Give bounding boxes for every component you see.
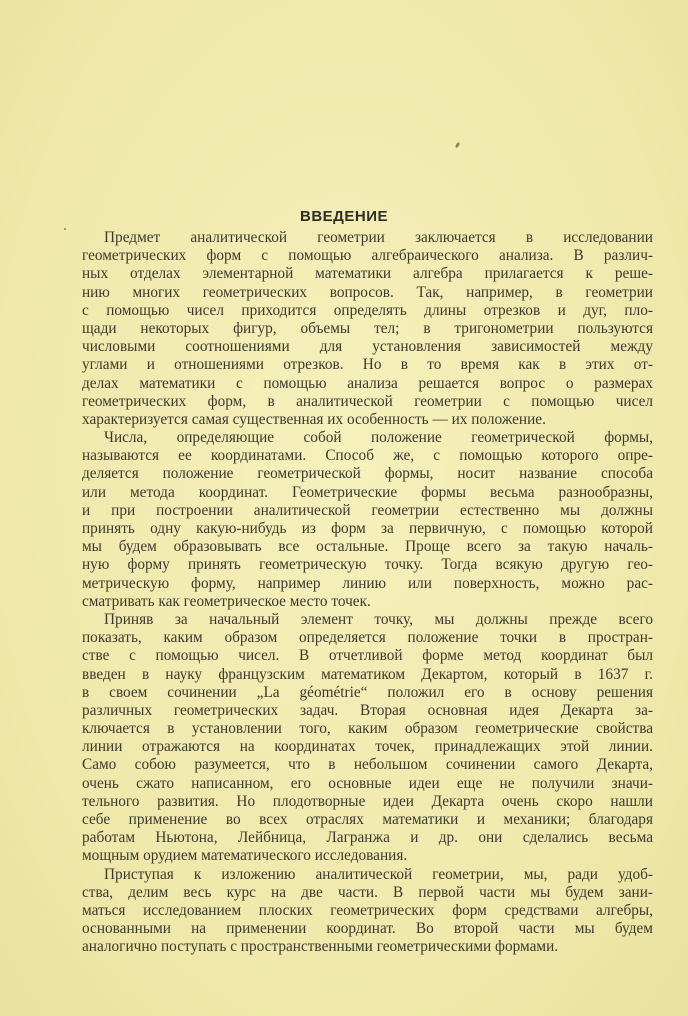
paragraph-line: аналогично поступать с пространственными геометрическими формами. — [82, 938, 559, 956]
paragraph-line: различных геометрических задач. Вторая основная идея Декарта за- — [82, 701, 653, 719]
paragraph-line: или метода координат. Геометрические формы весьма разнообразны, — [82, 483, 653, 501]
paragraph-line: Числа, определяющие собой положение геометрической формы, — [104, 429, 653, 447]
paragraph-line: маться исследованием плоских геометрических форм средствами алгебры, — [82, 901, 653, 919]
paragraph-line: с помощью чисел приходится определять длины отрезков и дуг, пло- — [82, 301, 653, 319]
paragraph-line: себе применение во всех отраслях математики и механики; благодаря — [82, 811, 653, 828]
paragraph-line: мощным орудием математического исследования. — [82, 847, 408, 865]
paragraph-line: ключается в установлении того, каким образом геометрические свойства — [82, 720, 653, 738]
paragraph-line: щади некоторых фигур, объемы тел; в тригонометрии пользуются — [82, 319, 653, 337]
paragraph-line: деляется положение геометрической формы, носит название способа — [82, 465, 653, 483]
paragraph-line: Предмет аналитической геометрии заключается в исследовании — [104, 229, 653, 246]
paragraph-line: Приступая к изложению аналитической геометрии, мы, ради удоб- — [104, 865, 653, 883]
body-text — [82, 229, 653, 957]
paragraph-line: тельного развития. Но плодотворные идеи Декарта очень скоро нашли — [82, 792, 653, 810]
paragraph-line: Приняв за начальный элемент точку, мы должны прежде всего — [104, 610, 653, 628]
paragraph-line: показать, каким образом определяется положение точки в простран- — [82, 629, 653, 647]
paragraph-line: и при построении аналитической геометрии естественно мы должны — [82, 501, 653, 519]
paragraph-line: работам Ньютона, Лейбница, Лагранжа и др. они сделались весьма — [82, 829, 653, 847]
paragraph-line: в своем сочинении „La géométrie“ положил его в основу решения — [82, 683, 653, 701]
paper-speck — [64, 228, 66, 230]
paragraph-line: называются ее координатами. Способ же, с помощью которого опре- — [82, 447, 653, 465]
paragraph-line: геометрических форм, в аналитической геометрии с помощью чисел — [82, 392, 653, 410]
paragraph-line: основанными на применении координат. Во второй части мы будем — [82, 920, 653, 938]
page-title: ВВЕДЕНИЕ — [300, 208, 388, 226]
paragraph-line: ную форму принять геометрическую точку. Тогда всякую другую гео- — [82, 556, 653, 574]
paragraph-line: стве с помощью чисел. В отчетливой форме метод координат был — [82, 647, 653, 665]
paragraph-line: числовыми соотношениями для установления зависимостей между — [82, 338, 653, 356]
paragraph-line: сматривать как геометрическое место точек. — [82, 592, 371, 610]
paragraph-line: ства, делим весь курс на две части. В первой части мы будем зани- — [82, 883, 653, 901]
paragraph-line: Само собою разумеется, что в небольшом сочинении самого Декарта, — [82, 756, 653, 774]
paragraph-line: принять одну какую-нибудь из форм за первичную, с помощью которой — [82, 520, 653, 537]
paragraph-line: ных отделах элементарной математики алгебра прилагается к реше- — [82, 265, 653, 283]
paragraph-line: делах математики с помощью анализа решается вопрос о размерах — [82, 374, 653, 392]
paragraph-line: линии отражаются на координатах точек, принадлежащих этой линии. — [82, 738, 653, 756]
paragraph-line: нию многих геометрических вопросов. Так, например, в геометрии — [82, 283, 653, 301]
paragraph-line: углами и отношениями отрезков. Но в то время как в этих от- — [82, 356, 653, 374]
paragraph-line: мы будем образовывать все остальные. Проще всего за такую началь- — [82, 538, 653, 556]
paragraph-line: геометрических форм с помощью алгебраического анализа. В различ- — [82, 247, 653, 265]
paragraph-line: очень сжато написанном, его основные идеи еще не получили значи- — [82, 774, 653, 792]
paper-speck — [455, 142, 461, 149]
paragraph-line: характеризуется самая существенная их особенность — их положение. — [82, 410, 546, 428]
paragraph-line: введен в науку французским математиком Декартом, который в 1637 г. — [82, 665, 653, 683]
paragraph-line: метрическую форму, например линию или поверхность, можно рас- — [82, 574, 653, 592]
